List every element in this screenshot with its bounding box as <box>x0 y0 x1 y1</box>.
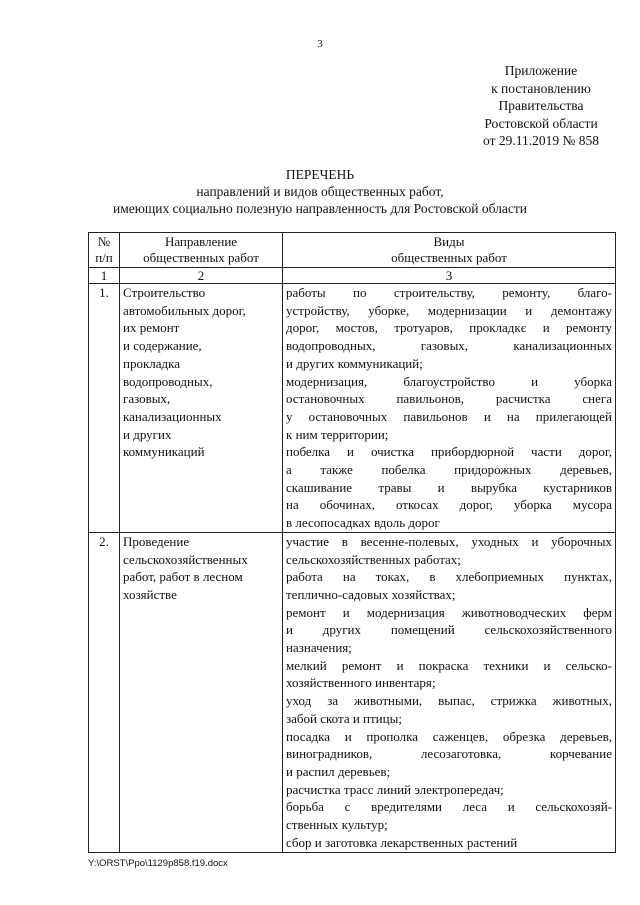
types-line: хозяйственного инвентаря; <box>286 675 436 691</box>
direction-line: водопроводных, <box>123 373 213 389</box>
types-line: работы по строительству, ремонту, благо- <box>286 285 612 300</box>
table-row <box>89 532 616 852</box>
file-path-footer: Y:\ORST\Ppo\1129p858.f19.docx <box>88 858 228 869</box>
types-line: дорог, мостов, тротуаров, прокладкє и ремонту <box>286 320 612 336</box>
types-line: и распил деревьев; <box>286 763 391 779</box>
types-line: посадка и прополка саженцев, обрезка деревьев, <box>286 728 612 744</box>
appendix-line: Ростовской области <box>484 115 598 131</box>
types-line: сбор и заготовка лекарственных растений <box>286 834 518 850</box>
work-types <box>283 284 616 533</box>
types-line: мелкий ремонт и покраска техники и сельско- <box>286 657 612 673</box>
work-direction <box>120 284 283 533</box>
page-number: 3 <box>317 38 323 50</box>
work-types <box>283 532 616 852</box>
types-line: на обочинах, откосах дорог, уборка мусора <box>286 497 612 513</box>
direction-line: автомобильных дорог, <box>123 302 246 318</box>
direction-line: хозяйстве <box>123 586 177 602</box>
column-number: 2 <box>120 268 283 284</box>
direction-line: Проведение <box>123 533 190 549</box>
types-line: назначения; <box>286 640 352 656</box>
header-types: Виды общественных работ <box>283 233 616 268</box>
direction-line: их ремонт <box>123 320 180 336</box>
direction-line: и содержание, <box>123 338 202 354</box>
types-line: а также побелка придорожных деревьев, <box>286 462 612 478</box>
types-line: устройству, уборке, модернизации и демонтажу <box>286 302 612 318</box>
title-subline: имеющих социально полезную направленность для Ростовской области <box>112 201 528 216</box>
document-title <box>0 166 640 217</box>
direction-line: газовых, <box>123 391 171 407</box>
types-line: скашивание травы и вырубка кустарников <box>286 479 612 495</box>
title-heading: ПЕРЕЧЕНЬ <box>285 167 355 182</box>
types-line: участие в весенне-полевых, уходных и уборочных <box>286 533 612 549</box>
types-line: модернизация, благоустройство и уборка <box>286 373 612 389</box>
appendix-block <box>446 62 636 150</box>
direction-line: Строительство <box>123 285 206 300</box>
column-number: 3 <box>283 268 616 284</box>
types-line: ремонт и модернизация животноводческих ферм <box>286 604 612 620</box>
direction-line: сельскохозяйственных <box>123 551 248 567</box>
appendix-line: Правительства <box>498 98 584 113</box>
header-number: № п/п <box>89 233 120 268</box>
types-line: расчистка трасс линий электропередач; <box>286 781 504 797</box>
table-row <box>89 284 616 533</box>
appendix-line: к постановлению <box>491 80 591 96</box>
types-line: борьба с вредителями леса и сельскохозяй- <box>286 799 612 815</box>
direction-line: коммуникаций <box>123 444 205 460</box>
title-subline: направлений и видов общественных работ, <box>196 184 444 199</box>
types-line: теплично-садовых хозяйствах; <box>286 586 456 602</box>
direction-line: канализационных <box>123 408 222 424</box>
direction-line: прокладка <box>123 355 181 371</box>
types-line: ственных культур; <box>286 817 388 833</box>
appendix-line: от 29.11.2019 № 858 <box>483 133 599 148</box>
types-line: работа на токах, в хлебоприемных пунктах, <box>286 569 612 585</box>
column-number: 1 <box>89 268 120 284</box>
types-line: и других коммуникаций; <box>286 355 423 371</box>
types-line: к ним территории; <box>286 426 389 442</box>
types-line: побелка и очистка прибордюрной части дорог, <box>286 444 612 460</box>
works-table <box>88 232 616 853</box>
table-header-row <box>89 233 616 268</box>
header-direction: Направление общественных работ <box>120 233 283 268</box>
direction-line: работ, работ в лесном <box>123 569 243 585</box>
types-line: сельскохозяйственных работах; <box>286 551 461 567</box>
types-line: уход за животными, выпас, стрижка животных, <box>286 693 612 709</box>
types-line: виноградников, лесозаготовка, корчевание <box>286 746 612 762</box>
types-line: водопроводных, газовых, канализационных <box>286 338 612 354</box>
row-number: 2. <box>89 532 120 852</box>
appendix-line: Приложение <box>504 63 578 78</box>
row-number: 1. <box>89 284 120 533</box>
types-line: в лесопосадках вдоль дорог <box>286 515 440 531</box>
direction-line: и других <box>123 426 172 442</box>
table-body <box>89 284 616 853</box>
types-line: забой скота и птицы; <box>286 710 402 726</box>
types-line: у остановочных павильонов и на прилегающей <box>286 408 612 424</box>
types-line: остановочных павильонов, расчистка снега <box>286 391 612 407</box>
types-line: и других помещений сельскохозяйственного <box>286 622 612 638</box>
work-direction <box>120 532 283 852</box>
table-numbering-row <box>89 268 616 284</box>
